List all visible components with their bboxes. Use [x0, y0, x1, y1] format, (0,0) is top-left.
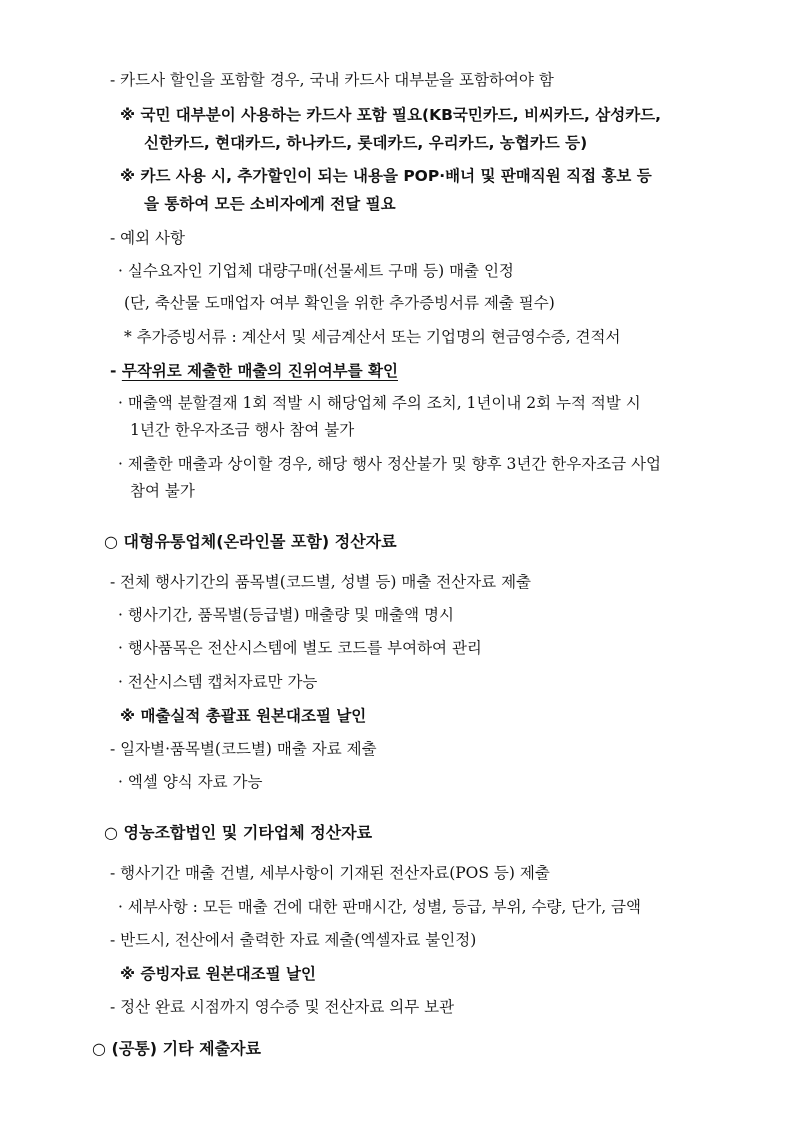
sub-mismatch: · 제출한 매출과 상이할 경우, 해당 행사 정산불가 및 향후 3년간 한우자조금 사업 — [118, 455, 662, 473]
note-additional-discount: ※ 카드 사용 시, 추가할인이 되는 내용을 POP·배너 및 판매직원 직접 홍보 등 — [120, 167, 652, 185]
dash-marker: - — [110, 362, 122, 380]
bullet-pos-data: - 행사기간 매출 건별, 세부사항이 기재된 전산자료(POS 등) 제출 — [110, 864, 550, 882]
bullet-random-check — [110, 361, 398, 381]
bullet-item-sales-data: - 전체 행사기간의 품목별(코드별, 성별 등) 매출 전산자료 제출 — [110, 573, 532, 591]
note-summary-seal: ※ 매출실적 총괄표 원본대조필 날인 — [120, 707, 367, 725]
sub-bulk-purchase-note: (단, 축산물 도매업자 여부 확인을 위한 추가증빙서류 제출 필수) — [124, 294, 555, 312]
section-heading-farm-corps: ○ 영농조합법인 및 기타업체 정산자료 — [104, 823, 373, 842]
note-evidence-seal: ※ 증빙자료 원본대조필 날인 — [120, 965, 316, 983]
section-heading-large-retailers: ○ 대형유통업체(온라인몰 포함) 정산자료 — [104, 532, 397, 551]
note-additional-discount-cont: 을 통하여 모든 소비자에게 전달 필요 — [144, 195, 396, 213]
bullet-exceptions: - 예외 사항 — [110, 229, 185, 247]
sub-bulk-purchase: · 실수요자인 기업체 대량구매(선물세트 구매 등) 매출 인정 — [118, 262, 514, 280]
sub-capture-only: · 전산시스템 캡처자료만 가능 — [118, 673, 318, 691]
sub-details: · 세부사항 : 모든 매출 건에 대한 판매시간, 성별, 등급, 부위, 수량, 단가, 금액 — [118, 898, 642, 916]
random-check-heading: 무작위로 제출한 매출의 진위여부를 확인 — [121, 362, 398, 380]
note-card-companies: ※ 국민 대부분이 사용하는 카드사 포함 필요(KB국민카드, 비씨카드, 삼성카드, — [120, 106, 662, 124]
sub-split-payment: · 매출액 분할결재 1회 적발 시 해당업체 주의 조치, 1년이내 2회 누적 적발 시 — [118, 394, 641, 412]
sub-excel-ok: · 엑셀 양식 자료 가능 — [118, 773, 263, 791]
sub-extra-docs: * 추가증빙서류 : 계산서 및 세금계산서 또는 기업명의 현금영수증, 견적서 — [124, 328, 621, 346]
sub-mismatch-cont: 참여 불가 — [130, 482, 195, 500]
section-heading-common: ○ (공통) 기타 제출자료 — [92, 1039, 261, 1058]
sub-event-items-code: · 행사품목은 전산시스템에 별도 코드를 부여하여 관리 — [118, 639, 482, 657]
bullet-card-discount: - 카드사 할인을 포함할 경우, 국내 카드사 대부분을 포함하여야 함 — [110, 71, 554, 89]
bullet-keep-receipts: - 정산 완료 시점까지 영수증 및 전산자료 의무 보관 — [110, 998, 455, 1016]
bullet-printed-data: - 반드시, 전산에서 출력한 자료 제출(엑셀자료 불인정) — [110, 931, 477, 949]
sub-event-period: · 행사기간, 품목별(등급별) 매출량 및 매출액 명시 — [118, 606, 454, 624]
sub-split-payment-cont: 1년간 한우자조금 행사 참여 불가 — [130, 421, 355, 439]
bullet-daily-sales: - 일자별·품목별(코드별) 매출 자료 제출 — [110, 740, 377, 758]
note-card-companies-cont: 신한카드, 현대카드, 하나카드, 롯데카드, 우리카드, 농협카드 등) — [144, 134, 588, 152]
